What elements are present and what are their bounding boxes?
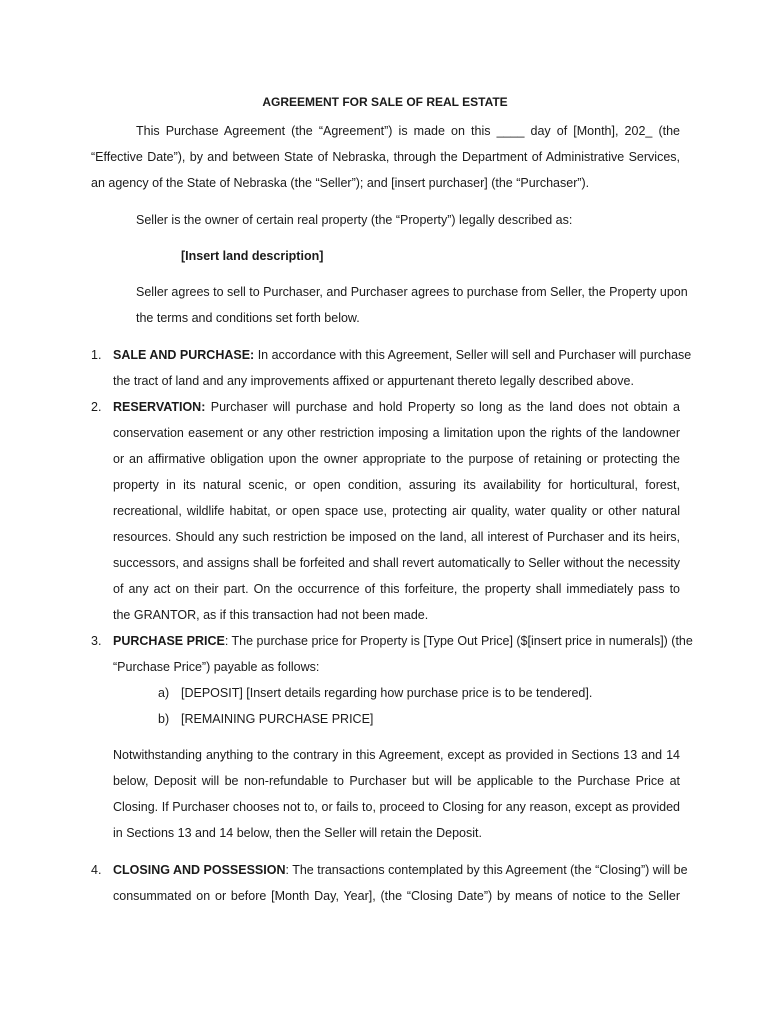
section-2-line: recreational, wildlife habitat, or open space use, protecting air quality, water quality or other natural bbox=[113, 504, 680, 518]
section-2-line: resources. Should any such restriction be imposed on the land, all interest of Purchaser and its heirs, bbox=[113, 530, 680, 544]
section-2-line: successors, and assigns shall be forfeited and shall revert automatically to Seller without the necessity bbox=[113, 556, 680, 570]
section-4 bbox=[113, 857, 688, 909]
section-2-number: 2. bbox=[91, 400, 102, 414]
agree-line-1: Seller agrees to sell to Purchaser, and Purchaser agrees to purchase from Seller, the Property upon bbox=[136, 285, 688, 299]
section-4-heading: CLOSING AND POSSESSION bbox=[113, 863, 286, 877]
notwithstanding-line: below, Deposit will be non-refundable to Purchaser but will be applicable to the Purchase Price at bbox=[113, 774, 680, 788]
section-1-line-2: the tract of land and any improvements affixed or appurtenant thereto legally described above. bbox=[113, 374, 634, 388]
owner-paragraph bbox=[136, 207, 696, 233]
intro-line-3: an agency of the State of Nebraska (the “Seller”); and [insert purchaser] (the “Purchaser”). bbox=[91, 176, 590, 190]
notwithstanding-line: Notwithstanding anything to the contrary in this Agreement, except as provided in Sections 13 and 14 bbox=[113, 748, 680, 762]
section-3-heading: PURCHASE PRICE bbox=[113, 634, 225, 648]
section-3 bbox=[113, 628, 693, 680]
section-3-number: 3. bbox=[91, 634, 102, 648]
land-description bbox=[181, 243, 581, 269]
section-4-line-1-text: : The transactions contemplated by this Agreement (the “Closing”) will be bbox=[285, 863, 688, 877]
agree-line-2: the terms and conditions set forth below. bbox=[136, 311, 360, 325]
section-3-line-1 bbox=[113, 628, 693, 654]
section-2-heading: RESERVATION: bbox=[113, 400, 206, 414]
notwithstanding-paragraph bbox=[113, 742, 680, 846]
section-2-line: conservation easement or any other restriction imposing a limitation upon the rights of the landowner bbox=[113, 426, 680, 440]
section-2-line: of any act on their part. On the occurrence of this forfeiture, the property shall immediately pass to bbox=[113, 582, 680, 596]
section-3-line-1-text: : The purchase price for Property is [Type Out Price] ($[insert price in numerals]) (the bbox=[224, 634, 693, 648]
list-item bbox=[181, 706, 681, 732]
agree-paragraph bbox=[136, 279, 688, 331]
notwithstanding-line: in Sections 13 and 14 below, then the Seller will retain the Deposit. bbox=[113, 826, 482, 840]
intro-line-2: “Effective Date”), by and between State of Nebraska, through the Department of Administrative Services, bbox=[91, 150, 680, 164]
section-2-line-1-text: Purchaser will purchase and hold Property so long as the land does not obtain a bbox=[205, 400, 680, 414]
document-title: AGREEMENT FOR SALE OF REAL ESTATE bbox=[262, 95, 508, 109]
section-2-line: or an affirmative obligation upon the owner appropriate to the purpose of retaining or protecting the bbox=[113, 452, 680, 466]
section-1-line-1 bbox=[113, 342, 692, 368]
section-4-line-2: consummated on or before [Month Day, Year], (the “Closing Date”) by means of notice to the Seller bbox=[113, 889, 680, 903]
list-item bbox=[181, 680, 681, 706]
owner-line: Seller is the owner of certain real property (the “Property”) legally described as: bbox=[136, 213, 573, 227]
section-1 bbox=[113, 342, 692, 394]
section-2-line: property in its natural scenic, or open condition, assuring its availability for horticultural, forest, bbox=[113, 478, 680, 492]
section-4-line-1 bbox=[113, 857, 688, 883]
intro-paragraph bbox=[91, 118, 680, 196]
list-item-text: [REMAINING PURCHASE PRICE] bbox=[181, 712, 374, 726]
list-item-label: b) bbox=[158, 712, 170, 726]
section-1-line-1-text: In accordance with this Agreement, Seller will sell and Purchaser will purchase bbox=[254, 348, 692, 362]
section-2-line-1 bbox=[113, 394, 680, 420]
land-description-text: [Insert land description] bbox=[181, 249, 324, 263]
section-2 bbox=[113, 394, 680, 628]
notwithstanding-line: Closing. If Purchaser chooses not to, or fails to, proceed to Closing for any reason, except as provided bbox=[113, 800, 680, 814]
list-item-text: [DEPOSIT] [Insert details regarding how purchase price is to be tendered]. bbox=[181, 686, 593, 700]
list-item-label: a) bbox=[158, 686, 170, 700]
section-1-number: 1. bbox=[91, 348, 102, 362]
section-3-line-2: “Purchase Price”) payable as follows: bbox=[113, 660, 320, 674]
section-2-line: the GRANTOR, as if this transaction had not been made. bbox=[113, 608, 429, 622]
intro-line-1: This Purchase Agreement (the “Agreement”) is made on this ____ day of [Month], 202_ (the bbox=[136, 124, 680, 138]
section-4-number: 4. bbox=[91, 863, 102, 877]
section-1-heading: SALE AND PURCHASE: bbox=[113, 348, 255, 362]
